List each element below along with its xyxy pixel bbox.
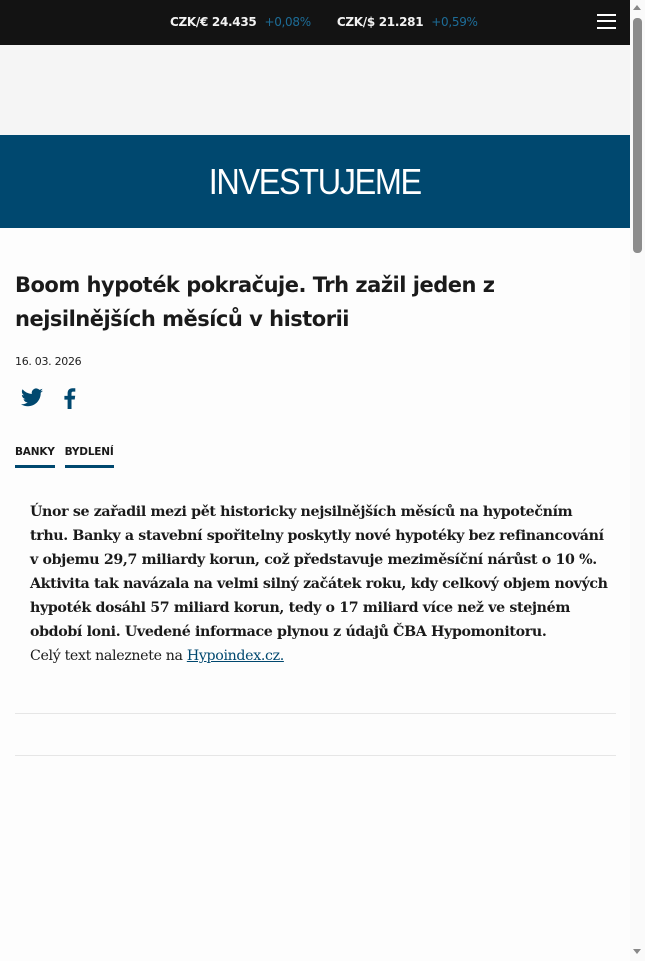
rate-pair: CZK/€ 24.435 [170,15,257,29]
twitter-icon[interactable] [20,386,44,410]
ad-space [0,45,630,135]
divider [15,713,616,714]
rate-change: +0,08% [264,15,311,29]
divider [15,755,616,756]
site-banner[interactable] [0,135,630,228]
rate-pair: CZK/$ 21.281 [336,15,424,29]
scroll-up-arrow-icon[interactable] [633,5,641,10]
source-link[interactable]: Hypoindex.cz. [186,648,284,664]
hamburger-menu-icon[interactable] [597,13,616,30]
article-body [30,500,610,668]
source-prefix: Celý text naleznete na [30,648,187,664]
article-tags [15,446,124,468]
article-title: Boom hypoték pokračuje. Trh zažil jeden z nejsilnějších měsíců v historii [15,273,495,331]
source-line [30,644,610,668]
facebook-icon[interactable] [58,386,82,410]
site-logo[interactable]: INVESTUJEME [208,160,421,202]
tag-banky[interactable]: BANKY [15,446,55,468]
rate-eur [170,15,311,29]
rate-change: +0,59% [431,15,478,29]
tag-bydleni[interactable]: BYDLENÍ [65,446,114,468]
scrollbar[interactable] [630,0,645,961]
share-buttons [20,386,96,410]
article-date: 16. 03. 2026 [15,355,82,368]
scroll-down-arrow-icon[interactable] [633,949,641,954]
rate-usd [337,15,478,29]
article-lead: Únor se zařadil mezi pět historicky nejsilnějších měsíců na hypotečním trhu. Banky a stavební spořitelny poskytly nové hypotéky bez refinancování v objemu 29,7 miliardy korun, což představuje meziměsíční nárůst o 10 %. Aktivita tak navázala na velmi silný začátek roku, kdy celkový objem nových hypoték dosáhl 57 miliard korun, tedy o 17 miliard více než ve stejném období loni. Uvedené informace plynou z údajů ČBA Hypomonitoru. [30,504,608,640]
scrollbar-thumb[interactable] [633,18,642,253]
exchange-rates [170,15,504,29]
top-bar [0,0,630,45]
